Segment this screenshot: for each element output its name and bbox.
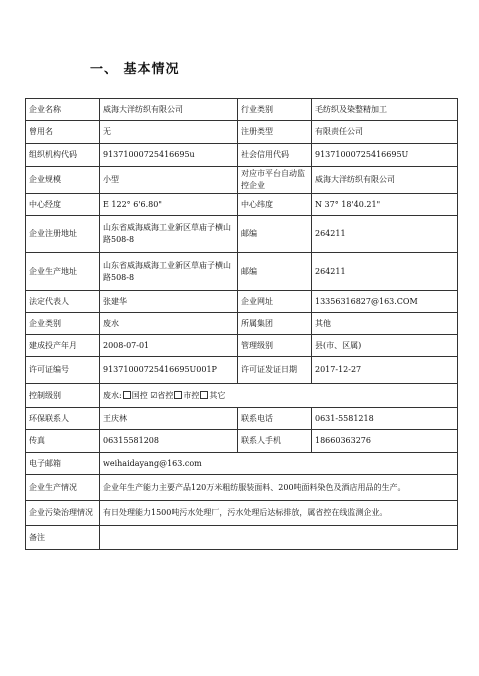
label-latitude: 中心纬度 [238, 194, 312, 216]
label-permit-date: 许可证发证日期 [238, 357, 312, 384]
value-credit-code: 91371000725416695U [312, 144, 458, 167]
value-postcode: 264211 [312, 253, 458, 291]
checkbox-national [123, 391, 131, 399]
label-production: 企业生产情况 [26, 475, 100, 501]
value-monitor-platform: 威海大洋纺织有限公司 [312, 167, 458, 194]
label-credit-code: 社会信用代码 [238, 144, 312, 167]
row-permit [26, 357, 458, 384]
label-mobile: 联系人手机 [238, 430, 312, 453]
value-email: weihaidayang@163.com [100, 453, 458, 475]
value-registered-address: 山东省威海威海工业新区草庙子横山路508-8 [100, 216, 238, 253]
value-production-address: 山东省威海威海工业新区草庙子横山路508-8 [100, 253, 238, 291]
row-production [26, 475, 458, 501]
value-scale: 小型 [100, 167, 238, 194]
value-legal-rep: 张建华 [100, 291, 238, 313]
row-fax [26, 430, 458, 453]
value-permit-number: 91371000725416695U001P [100, 357, 238, 384]
value-start-date: 2008-07-01 [100, 335, 238, 357]
checkbox-provincial-checked: ☑ [150, 390, 158, 400]
row-production-address [26, 253, 458, 291]
label-remarks: 备注 [26, 526, 100, 550]
label-postcode: 邮编 [238, 253, 312, 291]
label-scale: 企业规模 [26, 167, 100, 194]
value-longitude: E 122° 6'6.80" [100, 194, 238, 216]
value-contact: 王庆林 [100, 408, 238, 430]
checkbox-municipal [174, 391, 182, 399]
row-start-date [26, 335, 458, 357]
label-contact: 环保联系人 [26, 408, 100, 430]
label-start-date: 建成投产年月 [26, 335, 100, 357]
row-registered-address [26, 216, 458, 253]
label-former-name: 曾用名 [26, 121, 100, 144]
row-category [26, 313, 458, 335]
value-mobile: 18660363276 [312, 430, 458, 453]
label-control-level: 控制级别 [26, 384, 100, 408]
label-legal-rep: 法定代表人 [26, 291, 100, 313]
basic-info-table [25, 98, 458, 550]
value-latitude: N 37° 18'40.21" [312, 194, 458, 216]
value-control-level: 废水: 国控 ☑省控 市控 其它 [100, 384, 458, 408]
value-org-code: 91371000725416695u [100, 144, 238, 167]
label-permit-number: 许可证编号 [26, 357, 100, 384]
label-production-address: 企业生产地址 [26, 253, 100, 291]
label-registration-type: 注册类型 [238, 121, 312, 144]
value-remarks [100, 526, 458, 550]
label-registered-address: 企业注册地址 [26, 216, 100, 253]
value-former-name: 无 [100, 121, 238, 144]
label-email: 电子邮箱 [26, 453, 100, 475]
label-postcode: 邮编 [238, 216, 312, 253]
row-scale [26, 167, 458, 194]
value-category: 废水 [100, 313, 238, 335]
value-group: 其他 [312, 313, 458, 335]
value-website: 13356316827@163.COM [312, 291, 458, 313]
value-industry: 毛纺织及染整精加工 [312, 99, 458, 121]
value-permit-date: 2017-12-27 [312, 357, 458, 384]
checkbox-other [200, 391, 208, 399]
row-coordinates [26, 194, 458, 216]
row-control-level [26, 384, 458, 408]
value-admin-level: 县(市、区属) [312, 335, 458, 357]
value-phone: 0631-5581218 [312, 408, 458, 430]
row-former-name [26, 121, 458, 144]
label-company-name: 企业名称 [26, 99, 100, 121]
row-contact [26, 408, 458, 430]
label-category: 企业类别 [26, 313, 100, 335]
value-company-name: 威海大洋纺织有限公司 [100, 99, 238, 121]
row-company-name [26, 99, 458, 121]
row-email [26, 453, 458, 475]
value-pollution: 有日处理能力1500吨污水处理厂，污水处理后达标排放，属省控在线监测企业。 [100, 501, 458, 526]
label-monitor-platform: 对应市平台自动监控企业 [238, 167, 312, 194]
row-legal-rep [26, 291, 458, 313]
label-group: 所属集团 [238, 313, 312, 335]
row-remarks [26, 526, 458, 550]
value-production: 企业年生产能力主要产品120万米粗纺服装面料、200吨面料染色及酒店用品的生产。 [100, 475, 458, 501]
label-phone: 联系电话 [238, 408, 312, 430]
section-title: 一、 基本情况 [90, 62, 180, 77]
row-pollution [26, 501, 458, 526]
label-longitude: 中心经度 [26, 194, 100, 216]
label-org-code: 组织机构代码 [26, 144, 100, 167]
value-fax: 06315581208 [100, 430, 238, 453]
row-org-code [26, 144, 458, 167]
value-postcode: 264211 [312, 216, 458, 253]
value-registration-type: 有限责任公司 [312, 121, 458, 144]
label-pollution: 企业污染治理情况 [26, 501, 100, 526]
label-industry: 行业类别 [238, 99, 312, 121]
label-website: 企业网址 [238, 291, 312, 313]
label-admin-level: 管理级别 [238, 335, 312, 357]
label-fax: 传真 [26, 430, 100, 453]
